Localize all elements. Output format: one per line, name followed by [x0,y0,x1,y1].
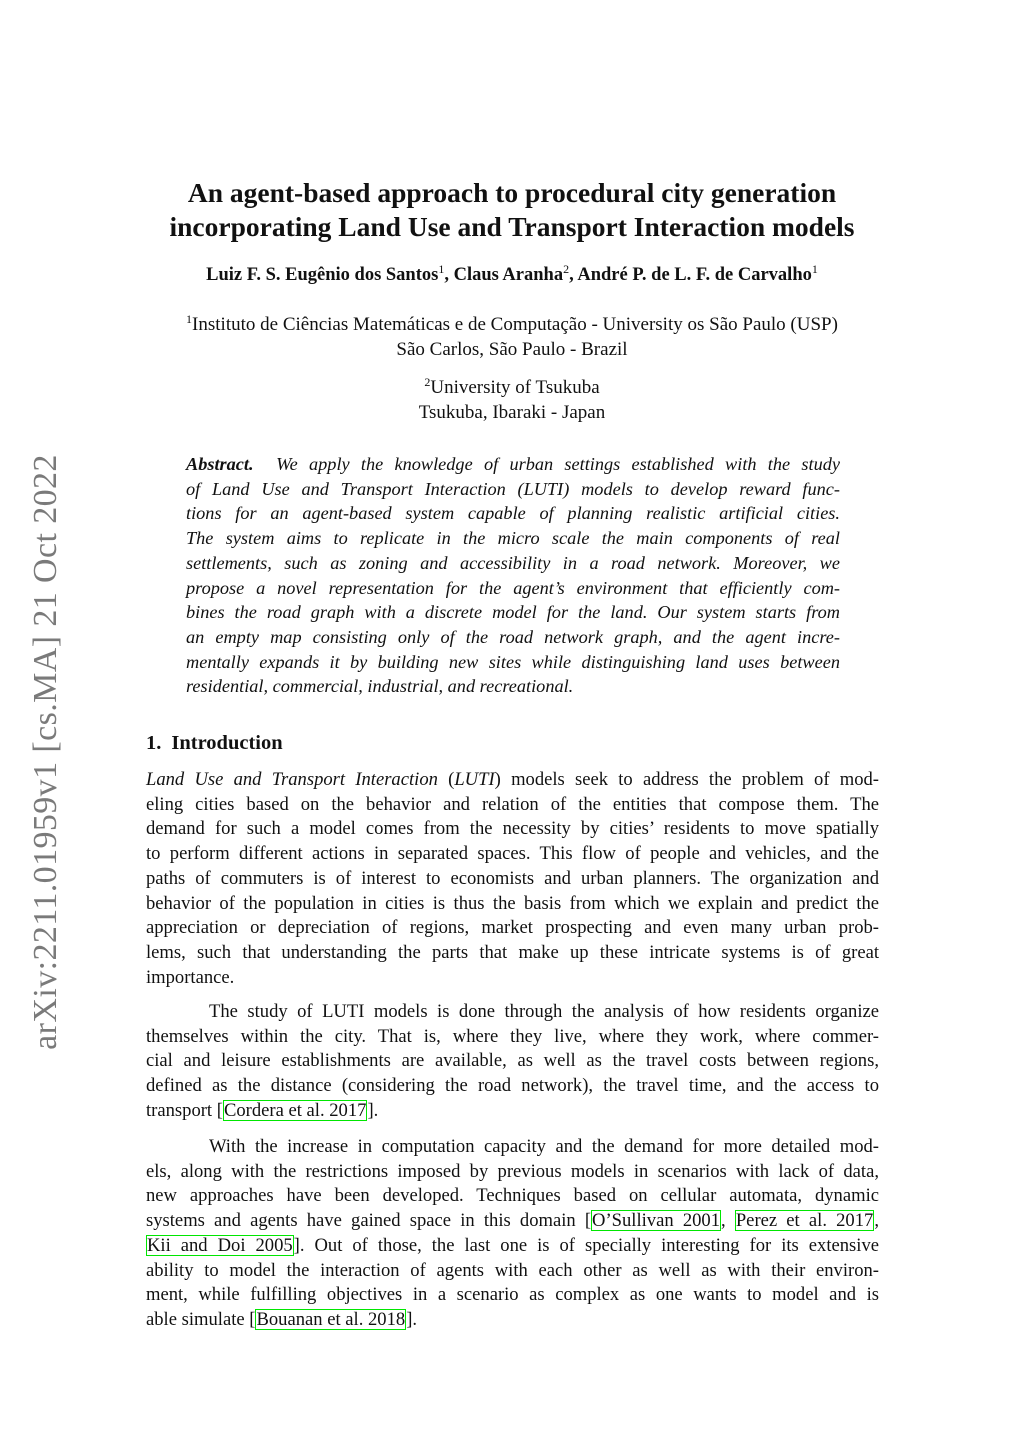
paragraph-text: , [721,1210,735,1232]
affiliation-2 [120,375,904,425]
abstract-line: an empty map consisting only of the road network graph, and the agent incre- [186,626,840,647]
paragraph-text: ]. [406,1308,418,1330]
author-affil-mark: 1 [438,262,445,276]
author-name: André P. de L. F. de Carvalho [577,265,812,285]
abstract [186,452,840,699]
paragraph-line: The study of LUTI models is done through the analysis of how residents organize [209,1001,879,1022]
paragraph-line: els, along with the restrictions imposed by previous models in scenarios with lack of data, [146,1160,879,1182]
abstract-line: bines the road graph with a discrete model for the land. Our system starts from [186,602,840,623]
abstract-line: tions for an agent-based system capable of planning realistic artificial cities. [186,503,840,524]
affiliation-mark: 1 [186,312,193,326]
abstract-line [186,452,840,477]
paragraph-text: systems and agents have gained space in this domain [ [146,1210,592,1232]
affiliation-1 [120,312,904,362]
abstract-line: propose a novel representation for the agent’s environment that efficiently com- [186,577,840,598]
paragraph-line: demand for such a model comes from the necessity by cities’ residents to move spatially [146,818,879,840]
paragraph-line [146,1308,879,1333]
affiliation-line [120,375,904,400]
paragraph-line: cial and leisure establishments are available, as well as the travel costs between regions, [146,1050,879,1072]
abstract-line: The system aims to replicate in the micro scale the main components of real [186,528,840,549]
affiliation-line [120,312,904,337]
paragraph-line: ability to model the interaction of agents with each other as well as with their environ- [146,1259,879,1281]
section-number: 1. [146,732,162,754]
paragraph-line: defined as the distance (considering the road network), the travel time, and the access to [146,1075,879,1097]
author-list [120,263,904,287]
abstract-line: settlements, such as zoning and accessibility in a road network. Moreover, we [186,552,840,573]
affiliation-location: São Carlos, São Paulo - Brazil [396,339,628,360]
paragraph-line: themselves within the city. That is, where they live, where they work, where commer- [146,1025,879,1047]
author-affil-mark: 2 [563,262,570,276]
citation-link-osullivan-2001[interactable]: O’Sullivan 2001 [592,1210,721,1232]
author-name: Claus Aranha [453,265,564,285]
arxiv-stamp [4,446,88,1058]
paragraph-line: lems, such that understanding the parts that make up these intricate systems is of great [146,941,879,963]
title-line-1: An agent-based approach to procedural city generation [187,177,837,208]
paragraph-line: new approaches have been developed. Techniques based on cellular automata, dynamic [146,1185,879,1207]
abstract-text: We apply the knowledge of urban settings established with the study [276,454,840,474]
title-line-2: incorporating Land Use and Transport Interaction models [169,211,855,242]
paragraph-text: transport [ [146,1099,223,1121]
paragraph-line [146,768,879,793]
citation-link-kii-doi-2005[interactable]: Kii and Doi 2005 [147,1234,293,1256]
paragraph-line: behavior of the population in cities is thus the basis from which we explain and predict the [146,892,879,914]
citation-link-perez-2017[interactable]: Perez et al. 2017 [735,1210,874,1232]
affiliation-location: Tsukuba, Ibaraki - Japan [418,402,606,423]
abstract-line: of Land Use and Transport Interaction (LUTI) models to develop reward func- [186,478,840,499]
affiliation-mark: 2 [424,375,431,389]
author-name: Luiz F. S. Eugênio dos Santos [206,265,439,285]
section-title: Introduction [171,732,283,754]
paragraph-line [146,1099,879,1124]
citation-link-bouanan-2018[interactable]: Bouanan et al. 2018 [256,1308,406,1330]
paragraph-line [146,1209,879,1234]
paragraph-text: , [874,1210,879,1232]
paragraph-3 [146,1135,879,1333]
paragraph-text: able simulate [ [146,1308,256,1330]
author-separator: , [569,265,578,285]
paragraph-text: ) models seek to address the problem of mod- [494,769,879,790]
paragraph-1 [146,768,879,990]
arxiv-stamp-text: arXiv:2211.01959v1 [cs.MA] 21 Oct 2022 [27,454,65,1050]
paragraph-line: importance. [146,966,235,988]
author-affil-mark: 1 [811,262,818,276]
author-separator: , [444,265,454,285]
abstract-line: residential, commercial, industrial, and recreational. [186,676,574,697]
abstract-line: mentally expands it by building new sites while distinguishing land uses between [186,651,840,672]
section-heading-introduction [146,730,546,756]
paragraph-line: appreciation or depreciation of regions, market prospecting and even many urban prob- [146,917,879,939]
paragraph-line: ment, while fulfilling objectives in a scenario as complex as one wants to model and is [146,1284,879,1306]
abstract-label: Abstract. [186,454,254,474]
paragraph-text: ( [437,769,455,790]
term-luti-abbrev: LUTI [454,769,495,790]
paragraph-text: ]. Out of those, the last one is of specially interesting for its extensive [293,1234,879,1256]
paragraph-line [146,1234,879,1259]
affiliation-institution: Instituto de Ciências Matemáticas e de Computação - University os São Paulo (USP) [192,314,838,335]
paper-title [120,176,904,244]
paragraph-line: With the increase in computation capacity and the demand for more detailed mod- [209,1136,879,1157]
paragraph-text: ]. [367,1099,379,1121]
paragraph-line: to perform different actions in separated spaces. This flow of people and vehicles, and the [146,843,879,865]
term-luti-full: Land Use and Transport Interaction [146,769,438,790]
affiliation-institution: University of Tsukuba [430,377,600,398]
paragraph-2 [146,1000,879,1124]
paragraph-line: paths of commuters is of interest to economists and urban planners. The organization and [146,867,879,889]
citation-link-cordera-2017[interactable]: Cordera et al. 2017 [223,1099,367,1121]
paragraph-line: eling cities based on the behavior and relation of the entities that compose them. The [146,793,879,815]
